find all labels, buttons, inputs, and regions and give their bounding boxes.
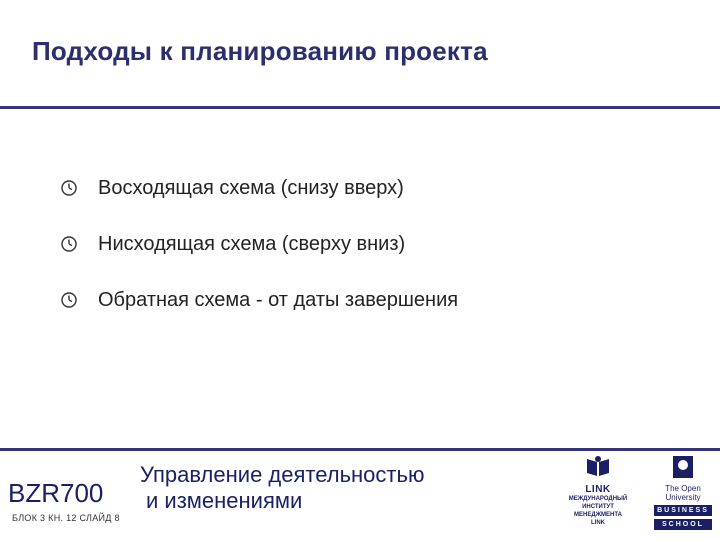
course-code: BZR700 [8, 478, 104, 508]
ou-shield-icon [672, 455, 694, 479]
link-logo-line2: ИНСТИТУТ [582, 504, 614, 510]
course-name-line2: и изменениями [146, 488, 303, 513]
link-logo-line3: МЕНЕДЖМЕНТА [574, 512, 622, 518]
link-logo [567, 455, 629, 527]
school-label: SCHOOL [654, 519, 712, 530]
course-name [140, 462, 424, 514]
clock-bullet-icon [60, 235, 78, 253]
bullet-text: Нисходящая схема (сверху вниз) [98, 232, 406, 255]
bullet-list [60, 160, 458, 328]
bullet-text: Восходящая схема (снизу вверх) [98, 176, 404, 199]
business-label: BUSINESS [654, 505, 712, 516]
clock-bullet-icon [60, 179, 78, 197]
open-university-logo [654, 455, 712, 530]
link-logo-word: LINK [585, 484, 611, 495]
bullet-text: Обратная схема - от даты завершения [98, 288, 459, 311]
ou-line2: University [665, 493, 701, 502]
top-divider [0, 106, 720, 109]
list-item [60, 216, 458, 272]
block-info: БЛОК 3 КН. 12 СЛАЙД 8 [12, 513, 120, 523]
list-item [60, 160, 458, 216]
ou-line1: The Open [665, 484, 701, 493]
link-book-icon [585, 455, 611, 479]
link-logo-line4: LINK [591, 520, 605, 526]
course-name-line1: Управление деятельностью [140, 462, 425, 487]
list-item [60, 272, 458, 328]
link-logo-line1: МЕЖДУНАРОДНЫЙ [568, 496, 628, 502]
clock-bullet-icon [60, 291, 78, 309]
slide-title: Подходы к планированию проекта [32, 36, 488, 66]
bottom-divider [0, 448, 720, 451]
